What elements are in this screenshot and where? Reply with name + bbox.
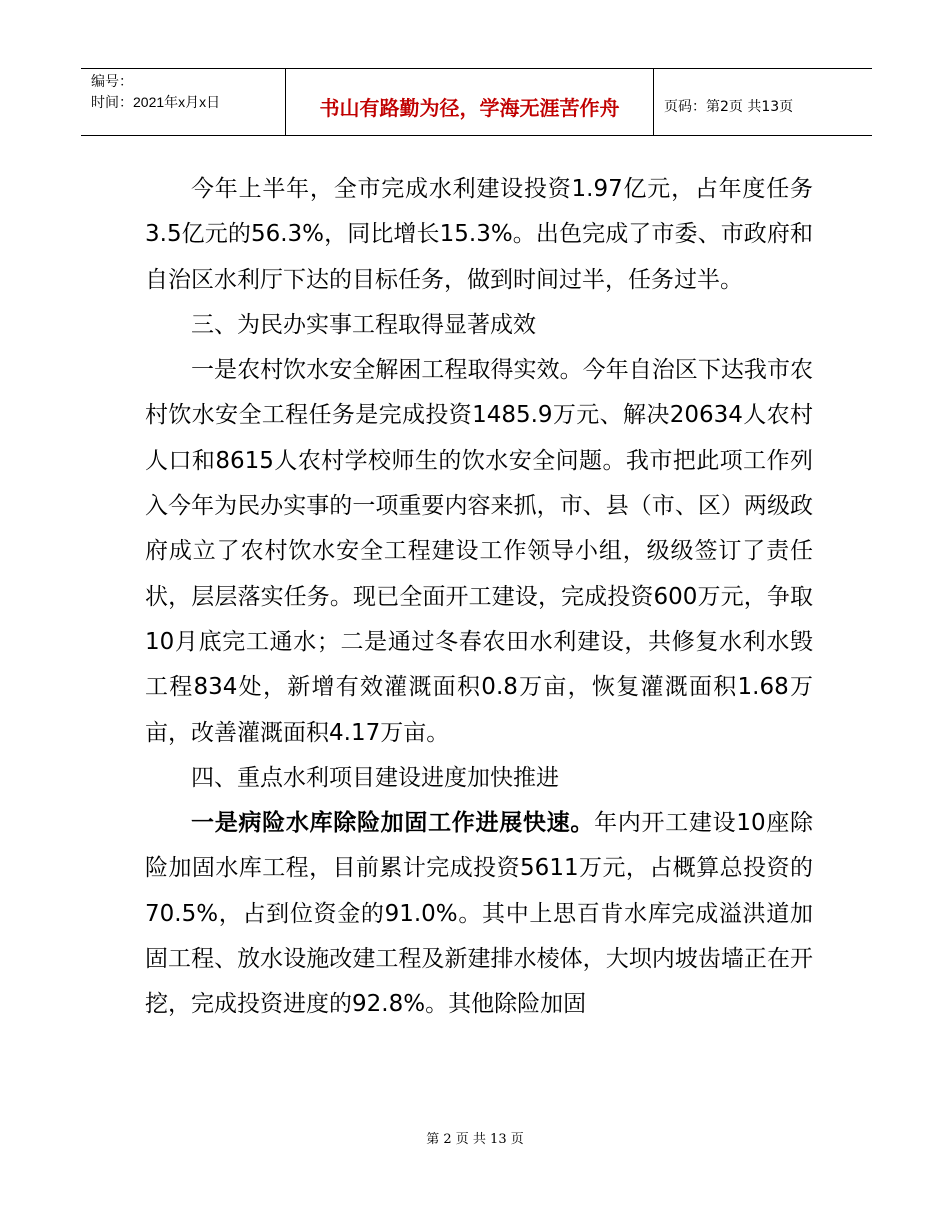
section-heading-4: 四、重点水利项目建设进度加快推进 (191, 764, 559, 791)
paragraph-reservoir-text: 年内开工建设10座除险加固水库工程，目前累计完成投资5611万元，占概算总投资的70.5%，占到位资金的91.0%。其中上思百肯水库完成溢洪道加固工程、放水设施改建工程及新建排水棱体，大坝内坡齿墙正在开挖，完成投资进度的92.8%。其他除险加固 (145, 810, 813, 1018)
paragraph-reservoir (145, 801, 813, 1027)
header-meta (81, 69, 286, 135)
header-motto: 书山有路勤为径，学海无涯苦作舟 (286, 69, 654, 135)
header-number-label: 编号： (91, 73, 133, 89)
section-heading-3: 三、为民办实事工程取得显著成效 (191, 311, 536, 338)
paragraph-reservoir-lead: 一是病险水库除险加固工作进展快速。 (191, 810, 595, 837)
header-page-info: 页码：第2页 共13页 (664, 99, 794, 115)
paragraph-investment-summary: 今年上半年，全市完成水利建设投资1.97亿元，占年度任务3.5亿元的56.3%，同比增长15.3%。出色完成了市委、市政府和自治区水利厅下达的目标任务，做到时间过半，任务过半。 (145, 176, 813, 293)
document-body (145, 167, 813, 1028)
page-header (81, 68, 872, 136)
page-footer: 第 2 页 共 13 页 (426, 1132, 524, 1147)
paragraph-drinking-water: 一是农村饮水安全解困工程取得实效。今年自治区下达我市农村饮水安全工程任务是完成投资1485.9万元、解决20634人农村人口和8615人农村学校师生的饮水安全问题。我市把此项工作列入今年为民办实事的一项重要内容来抓，市、县（市、区）两级政府成立了农村饮水安全工程建设工作领导小组，级级签订了责任状，层层落实任务。现已全面开工建设，完成投资600万元，争取10月底完工通水；二是通过冬春农田水利建设，共修复水利水毁工程834处，新增有效灌溉面积0.8万亩，恢复灌溉面积1.68万亩，改善灌溉面积4.17万亩。 (145, 357, 813, 746)
header-date-label: 时间：2021年x月x日 (91, 94, 221, 110)
